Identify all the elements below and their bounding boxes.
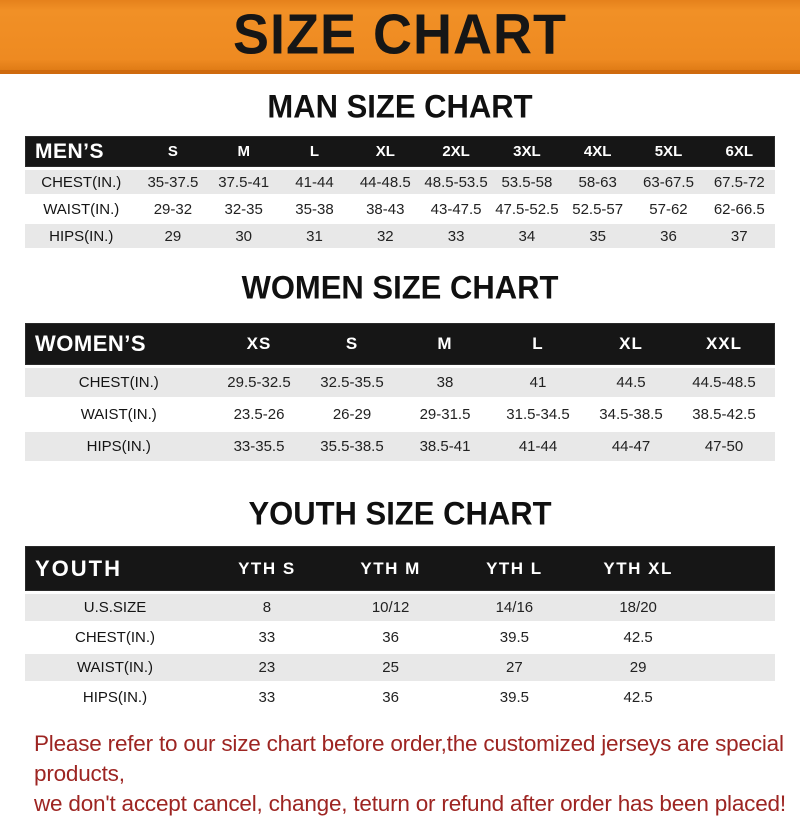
data-cell: 44-47 — [611, 438, 651, 455]
data-cell: 42.5 — [623, 689, 653, 706]
row-label-cell: HIPS(IN.) — [86, 438, 151, 455]
column-header-cell: YTH L — [486, 558, 543, 578]
man-size-chart-heading: MAN SIZE CHART — [267, 88, 533, 125]
data-cell: 38.5-42.5 — [692, 406, 756, 423]
data-cell: 32-35 — [224, 200, 263, 218]
data-cell: 29 — [629, 659, 647, 676]
data-cell: 35-38 — [295, 200, 334, 218]
row-label-cell: U.S.SIZE — [83, 599, 147, 616]
data-cell: 25 — [382, 659, 399, 676]
order-policy-note-line1: Please refer to our size chart before order,the customized jerseys are special products, — [34, 731, 784, 786]
table-title-cell: WOMEN’S — [35, 331, 147, 356]
data-cell: 37.5-41 — [218, 173, 270, 191]
data-cell: 18/20 — [619, 599, 657, 616]
data-cell: 32 — [376, 227, 394, 245]
table-header-row — [25, 546, 775, 591]
data-cell: 32.5-35.5 — [320, 374, 384, 391]
data-cell: 48.5-53.5 — [424, 173, 488, 191]
data-cell: 23 — [258, 659, 276, 676]
data-cell: 47.5-52.5 — [495, 200, 559, 218]
column-header-cell: XL — [619, 334, 643, 353]
data-cell: 38 — [436, 374, 454, 391]
youth-size-table — [25, 546, 775, 711]
women-size-chart-section — [0, 269, 800, 461]
table-row — [25, 684, 775, 711]
data-cell: 29 — [164, 227, 182, 245]
data-cell: 23.5-26 — [233, 406, 285, 423]
data-cell: 41 — [529, 374, 547, 391]
data-cell: 33 — [447, 227, 465, 245]
data-cell: 27 — [506, 659, 523, 676]
women-size-table — [25, 323, 775, 461]
column-header-cell: 5XL — [654, 143, 683, 160]
row-label-cell: HIPS(IN.) — [82, 689, 148, 706]
column-header-cell: L — [532, 334, 544, 353]
table-row — [25, 170, 775, 194]
column-header-cell: S — [345, 334, 359, 353]
column-header-cell: XXL — [705, 334, 743, 353]
data-cell: 41-44 — [295, 173, 334, 191]
data-cell: 30 — [235, 227, 253, 245]
data-cell: 44.5-48.5 — [692, 374, 756, 391]
data-cell: 52.5-57 — [572, 200, 624, 218]
banner-title: SIZE CHART — [233, 3, 567, 67]
order-policy-note-line2: we don't accept cancel, change, teturn or refund after order has been placed! — [34, 791, 786, 816]
data-cell: 29-31.5 — [419, 406, 471, 423]
column-header-cell: XS — [246, 334, 272, 353]
column-header-cell: YTH XL — [603, 558, 673, 578]
data-cell: 36 — [382, 689, 399, 706]
row-label-cell: CHEST(IN.) — [41, 173, 122, 191]
column-header-cell: XL — [375, 143, 395, 160]
man-size-chart-section — [0, 88, 800, 248]
data-cell: 35 — [589, 227, 607, 245]
data-cell: 67.5-72 — [713, 173, 765, 191]
size-chart-banner — [0, 0, 800, 74]
table-row — [25, 368, 775, 397]
column-header-cell: L — [309, 143, 320, 160]
data-cell: 26-29 — [332, 406, 372, 423]
data-cell: 33 — [258, 629, 276, 646]
data-cell: 8 — [262, 599, 272, 616]
row-label-cell: WAIST(IN.) — [80, 406, 157, 423]
data-cell: 41-44 — [518, 438, 558, 455]
data-cell: 63-67.5 — [643, 173, 694, 191]
data-cell: 44-48.5 — [359, 173, 411, 191]
data-cell: 38-43 — [366, 200, 405, 218]
data-cell: 42.5 — [623, 629, 653, 646]
column-header-cell: 6XL — [725, 143, 754, 160]
data-cell: 62-66.5 — [713, 200, 765, 218]
table-row — [25, 432, 775, 461]
data-cell: 34.5-38.5 — [599, 406, 663, 423]
data-cell: 38.5-41 — [419, 438, 471, 455]
women-size-chart-heading: WOMEN SIZE CHART — [241, 269, 559, 306]
row-label-cell: HIPS(IN.) — [49, 227, 114, 245]
data-cell: 47-50 — [704, 438, 744, 455]
table-header-row — [25, 323, 775, 365]
data-cell: 29.5-32.5 — [227, 374, 291, 391]
man-size-table — [25, 136, 775, 248]
row-label-cell: CHEST(IN.) — [75, 629, 155, 646]
column-header-cell: 2XL — [442, 143, 470, 160]
table-row — [25, 224, 775, 248]
data-cell: 36 — [660, 227, 677, 245]
table-header-row — [25, 136, 775, 167]
row-label-cell: WAIST(IN.) — [76, 659, 154, 676]
table-row — [25, 197, 775, 221]
table-row — [25, 594, 775, 621]
column-header-cell: YTH S — [238, 558, 296, 578]
data-cell: 43-47.5 — [430, 200, 482, 218]
table-row — [25, 654, 775, 681]
data-cell: 31.5-34.5 — [506, 406, 570, 423]
data-cell: 29-32 — [153, 200, 193, 218]
column-header-cell: YTH M — [360, 558, 421, 578]
table-row — [25, 400, 775, 429]
table-title-cell: MEN’S — [35, 139, 105, 163]
data-cell: 44.5 — [616, 374, 646, 391]
table-row — [25, 624, 775, 651]
column-header-cell: M — [437, 334, 453, 353]
row-label-cell: CHEST(IN.) — [78, 374, 159, 391]
data-cell: 37 — [730, 227, 748, 245]
data-cell: 33 — [258, 689, 276, 706]
data-cell: 39.5 — [499, 629, 529, 646]
table-title-cell: YOUTH — [35, 555, 122, 581]
column-header-cell: S — [167, 143, 178, 160]
column-header-cell: M — [237, 143, 250, 160]
data-cell: 39.5 — [499, 689, 529, 706]
data-cell: 31 — [306, 227, 323, 245]
data-cell: 14/16 — [495, 599, 534, 616]
data-cell: 35.5-38.5 — [320, 438, 384, 455]
data-cell: 35-37.5 — [147, 173, 199, 191]
youth-size-chart-section — [0, 495, 800, 711]
row-label-cell: WAIST(IN.) — [43, 200, 120, 218]
data-cell: 33-35.5 — [233, 438, 285, 455]
column-header-cell: 4XL — [583, 143, 612, 160]
youth-size-chart-heading: YOUTH SIZE CHART — [248, 495, 552, 532]
order-policy-note — [0, 729, 800, 819]
data-cell: 10/12 — [371, 599, 410, 616]
data-cell: 53.5-58 — [501, 173, 553, 191]
data-cell: 57-62 — [649, 200, 688, 218]
column-header-cell: 3XL — [513, 143, 541, 160]
data-cell: 34 — [518, 227, 536, 245]
data-cell: 58-63 — [578, 173, 617, 191]
data-cell: 36 — [382, 629, 399, 646]
